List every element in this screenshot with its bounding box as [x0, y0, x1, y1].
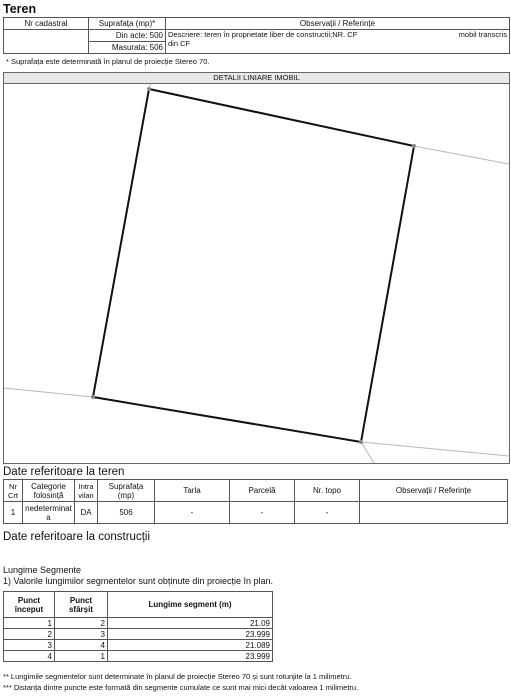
table-row: [4, 640, 273, 651]
cell-length: 21.09: [108, 618, 273, 629]
segmente-note-2: *** Distanța dintre puncte este formată din segmente cumulate ce sunt mai mici decât valoarea 1 milimetru.: [3, 683, 359, 692]
section-title-teren: Teren: [3, 2, 37, 16]
cell-nr-topo: -: [295, 502, 360, 524]
neighbour-line-left: [4, 388, 93, 397]
cell-nr-crt: 1: [4, 502, 23, 524]
table-row: [4, 618, 273, 629]
point-4-marker: [91, 395, 95, 399]
cell-start: 1: [4, 618, 55, 629]
header-nr-cadastral: Nr cadastral: [4, 18, 89, 30]
parcel-polygon: [93, 89, 414, 442]
cell-tarla: -: [155, 502, 230, 524]
header-suprafata-mp: Suprafața (mp): [98, 480, 155, 502]
cell-end: 2: [55, 618, 108, 629]
segmente-title: Lungime Segmente: [3, 565, 82, 575]
header-categorie: Categorie folosință: [23, 480, 75, 502]
point-3-marker: [359, 440, 363, 444]
cell-length: 23.999: [108, 629, 273, 640]
point-1-marker: [147, 87, 151, 91]
cell-start: 3: [4, 640, 55, 651]
header-nr-crt: Nr Crt: [4, 480, 23, 502]
segmente-table: [3, 591, 273, 662]
cell-observatii: [166, 30, 510, 54]
plan-frame: [3, 72, 510, 464]
neighbour-line-top: [149, 84, 151, 87]
cell-parcela: -: [230, 502, 295, 524]
header-suprafata: Suprafața (mp)*: [89, 18, 166, 30]
neighbour-line-bottom: [361, 442, 374, 463]
section-title-date-teren: Date referitoare la teren: [3, 466, 125, 478]
cell-length: 21.089: [108, 640, 273, 651]
observatii-text-2: din CF: [168, 39, 191, 48]
date-teren-table: [3, 479, 508, 524]
point-2-marker: [412, 144, 416, 148]
neighbour-line-bottom-right: [361, 442, 509, 456]
cell-masurata: Masurata: 506: [89, 42, 166, 54]
header-punct-sfarsit: Punct sfârșit: [55, 592, 108, 618]
cell-intravilan: DA: [75, 502, 98, 524]
header-tarla: Tarla: [155, 480, 230, 502]
plan-title: DETALII LINIARE IMOBIL: [4, 73, 509, 84]
cell-start: 2: [4, 629, 55, 640]
table-row: [4, 629, 273, 640]
cell-categorie: nedeterminata: [23, 502, 75, 524]
header-parcela: Parcelă: [230, 480, 295, 502]
cell-suprafata: 506: [98, 502, 155, 524]
header-observatii: Observații / Referințe: [166, 18, 510, 30]
header-punct-inceput: Punct început: [4, 592, 55, 618]
neighbour-line-right: [414, 146, 509, 164]
observatii-text-b: mobil transcris: [458, 30, 507, 39]
observatii-text: Descriere: teren în proprietate liber de constructii;NR. CF: [168, 30, 358, 39]
cell-nr-cadastral: [4, 30, 89, 54]
plan-drawing: [4, 84, 509, 463]
cell-end: 3: [55, 629, 108, 640]
segmente-subtitle: 1) Valorile lungimilor segmentelor sunt obținute din proiecție în plan.: [3, 576, 273, 586]
teren-table: [3, 17, 510, 54]
table-row: [4, 651, 273, 662]
cell-start: 4: [4, 651, 55, 662]
teren-footnote: * Suprafața este determinată în planul de proiecție Stereo 70.: [6, 57, 210, 66]
cell-end: 4: [55, 640, 108, 651]
section-title-date-constructii: Date referitoare la construcții: [3, 531, 151, 543]
cell-din-acte: Din acte: 500: [89, 30, 166, 42]
header-nr-topo: Nr. topo: [295, 480, 360, 502]
cell-length: 23.999: [108, 651, 273, 662]
cell-observatii: [360, 502, 508, 524]
segmente-note-1: ** Lungimile segmentelor sunt determinate în planul de proiecție Stereo 70 și sunt rotunjite la 1 milimetru.: [3, 672, 352, 681]
header-lungime-segment: Lungime segment (m): [108, 592, 273, 618]
cell-end: 1: [55, 651, 108, 662]
header-observatii-referinte: Observații / Referințe: [360, 480, 508, 502]
header-intravilan: Intra vilan: [75, 480, 98, 502]
